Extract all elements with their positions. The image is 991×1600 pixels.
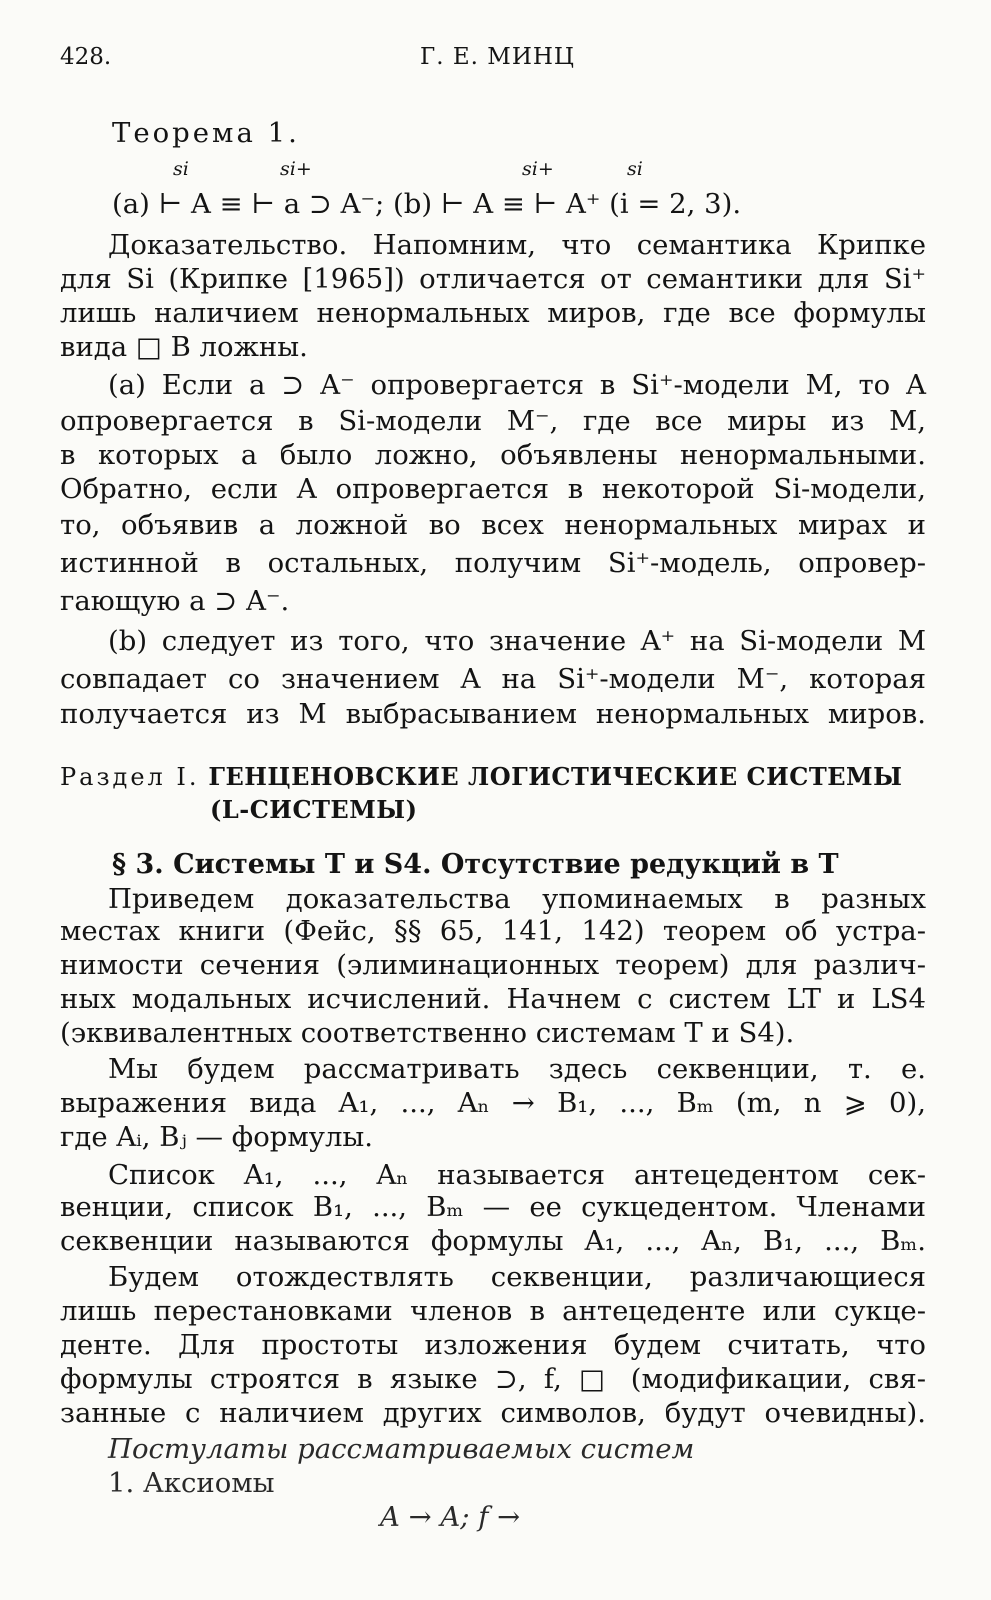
part-b-line-1: (b) следует из того, что значение A⁺ на Si-модели M (108, 625, 926, 657)
section-heading-line-1 (60, 760, 902, 794)
part-a-line-5: то, объявив a ложной во всех ненормальных мирах и (60, 509, 926, 541)
running-author: Г. Е. МИНЦ (420, 44, 575, 70)
paragraph-line-5: (эквивалентных соответственно системам T и S4). (60, 1017, 795, 1049)
proof-line-4: вида □ B ложны. (60, 331, 308, 363)
identify-line-5: занные с наличием других символов, будут очевидны). (60, 1397, 926, 1429)
identify-line-2: лишь перестановками членов в антецеденте или сукце- (60, 1295, 926, 1327)
proof-line-3: лишь наличием ненормальных миров, где все формулы (60, 297, 926, 329)
part-a-line-4: Обратно, если A опровергается в некоторой Si-модели, (60, 473, 926, 505)
superscript-si-1: si (173, 158, 189, 180)
part-a-line-1: (a) Если a ⊃ A⁻ опровергается в Si⁺-модели M, то A (108, 369, 926, 401)
sequents-line-2: выражения вида A₁, ..., Aₙ → B₁, ..., Bₘ (m, n ⩾ 0), (60, 1087, 926, 1119)
postulates-axioms: A → A; f → (380, 1501, 521, 1533)
superscript-si-plus-2: si+ (522, 158, 554, 180)
part-b-line-3: получается из M выбрасыванием ненормальных миров. (60, 698, 926, 730)
section-label: Раздел I. (60, 763, 200, 791)
part-b-line-2: совпадает со значением A на Si⁺-модели M⁻, которая (60, 663, 926, 695)
part-a-line-6: истинной в остальных, получим Si⁺-модель, опровер- (60, 547, 926, 579)
theorem-statement: (a) ⊢ A ≡ ⊢ a ⊃ A⁻; (b) ⊢ A ≡ ⊢ A⁺ (i = 2, 3). (112, 188, 742, 220)
proof-line-2: для Si (Крипке [1965]) отличается от семантики для Si⁺ (60, 263, 926, 295)
section-heading-line-2: (L-СИСТЕМЫ) (210, 795, 418, 824)
identify-line-1: Будем отождествлять секвенции, различающиеся (108, 1261, 926, 1293)
part-a-line-7: гающую a ⊃ A⁻. (60, 585, 290, 617)
paragraph-line-1: Приведем доказательства упоминаемых в разных (108, 883, 926, 915)
part-a-line-2: опровергается в Si-модели M⁻, где все миры из M, (60, 405, 926, 437)
paragraph-heading: § 3. Системы T и S4. Отсутствие редукций в T (112, 849, 839, 880)
antecedent-line-1: Список A₁, ..., Aₙ называется антецедентом сек- (108, 1159, 926, 1191)
postulates-axioms-label: 1. Аксиомы (108, 1467, 275, 1499)
antecedent-line-2: венции, список B₁, ..., Bₘ — ее сукцедентом. Членами (60, 1191, 926, 1223)
antecedent-line-3: секвенции называются формулы A₁, ..., Aₙ, B₁, ..., Bₘ. (60, 1225, 926, 1257)
superscript-si-plus-1: si+ (280, 158, 312, 180)
paragraph-line-2: местах книги (Фейс, §§ 65, 141, 142) теорем об устра- (60, 915, 926, 947)
sequents-line-3: где Aᵢ, Bⱼ — формулы. (60, 1121, 374, 1153)
page-number: 428. (60, 44, 112, 70)
identify-line-3: денте. Для простоты изложения будем считать, что (60, 1329, 926, 1361)
sequents-line-1: Мы будем рассматривать здесь секвенции, т. е. (108, 1053, 926, 1085)
postulates-title: Постулаты рассматриваемых систем (108, 1433, 695, 1465)
proof-line-1: Доказательство. Напомним, что семантика Крипке (108, 229, 926, 261)
superscript-si-2: si (627, 158, 643, 180)
section-title: ГЕНЦЕНОВСКИЕ ЛОГИСТИЧЕСКИЕ СИСТЕМЫ (208, 762, 903, 791)
paragraph-line-3: нимости сечения (элиминационных теорем) для различ- (60, 949, 926, 981)
identify-line-4: формулы строятся в языке ⊃, f, □ (модификации, свя- (60, 1363, 926, 1395)
part-a-line-3: в которых a было ложно, объявлены ненормальными. (60, 439, 926, 471)
paragraph-line-4: ных модальных исчислений. Начнем с систем LT и LS4 (60, 983, 926, 1015)
theorem-title: Теорема 1. (112, 117, 300, 149)
